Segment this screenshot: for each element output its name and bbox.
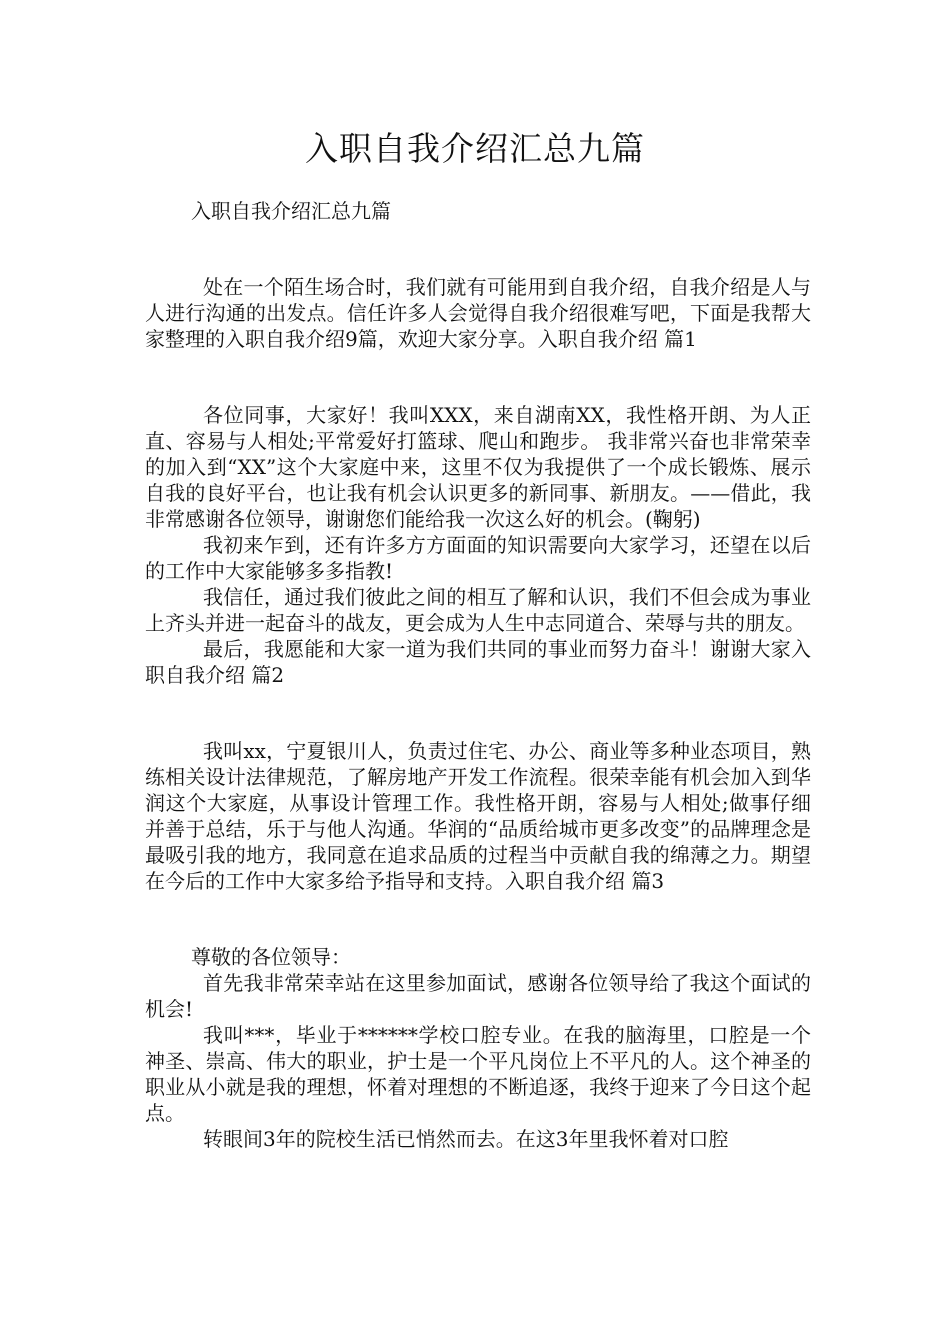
paragraph-salutation: 尊敬的各位领导： [191, 945, 351, 969]
paragraph-4: 最后，我愿能和大家一道为我们共同的事业而努力奋斗！谢谢大家入职自我介绍 篇2 [145, 637, 811, 687]
document-title: 入职自我介绍汇总九篇 [305, 129, 645, 168]
paragraph-7: 首先我非常荣幸站在这里参加面试，感谢各位领导给了我这个面试的机会! [145, 971, 811, 1021]
paragraph-intro: 处在一个陌生场合时，我们就有可能用到自我介绍，自我介绍是人与人进行沟通的出发点。信任许多人会觉得自我介绍很难写吧，下面是我帮大家整理的入职自我介绍9篇，欢迎大家分享。入职自我介绍 篇1 [145, 275, 811, 351]
document-body [145, 198, 811, 1152]
document-subtitle: 入职自我介绍汇总九篇 [191, 199, 391, 223]
paragraph-9: 转眼间3年的院校生活已悄然而去。在这3年里我怀着对口腔 [203, 1127, 729, 1151]
paragraph-2: 我初来乍到，还有许多方方面面的知识需要向大家学习，还望在以后的工作中大家能够多多指教! [145, 533, 811, 583]
paragraph-8: 我叫***，毕业于******学校口腔专业。在我的脑海里，口腔是一个神圣、崇高、伟大的职业，护士是一个平凡岗位上不平凡的人。这个神圣的职业从小就是我的理想，怀着对理想的不断追逐，我终于迎来了今日这个起点。 [145, 1023, 811, 1125]
paragraph-1: 各位同事，大家好！我叫XXX，来自湖南XX，我性格开朗、为人正直、容易与人相处;平常爱好打篮球、爬山和跑步。 我非常兴奋也非常荣幸的加入到“XX”这个大家庭中来，这里不仅为我提供了一个成长锻炼、展示自我的良好平台，也让我有机会认识更多的新同事、新朋友。——借此，我非常感谢各位领导，谢谢您们能给我一次这么好的机会。(鞠躬) [145, 403, 811, 531]
paragraph-5: 我叫xx，宁夏银川人，负责过住宅、办公、商业等多种业态项目，熟练相关设计法律规范，了解房地产开发工作流程。很荣幸能有机会加入到华润这个大家庭，从事设计管理工作。我性格开朗，容易与人相处;做事仔细并善于总结，乐于与他人沟通。华润的“品质给城市更多改变”的品牌理念是最吸引我的地方，我同意在追求品质的过程当中贡献自我的绵薄之力。期望在今后的工作中大家多给予指导和支持。入职自我介绍 篇3 [145, 739, 811, 893]
paragraph-3: 我信任，通过我们彼此之间的相互了解和认识，我们不但会成为事业上齐头并进一起奋斗的战友，更会成为人生中志同道合、荣辱与共的朋友。 [145, 585, 811, 635]
